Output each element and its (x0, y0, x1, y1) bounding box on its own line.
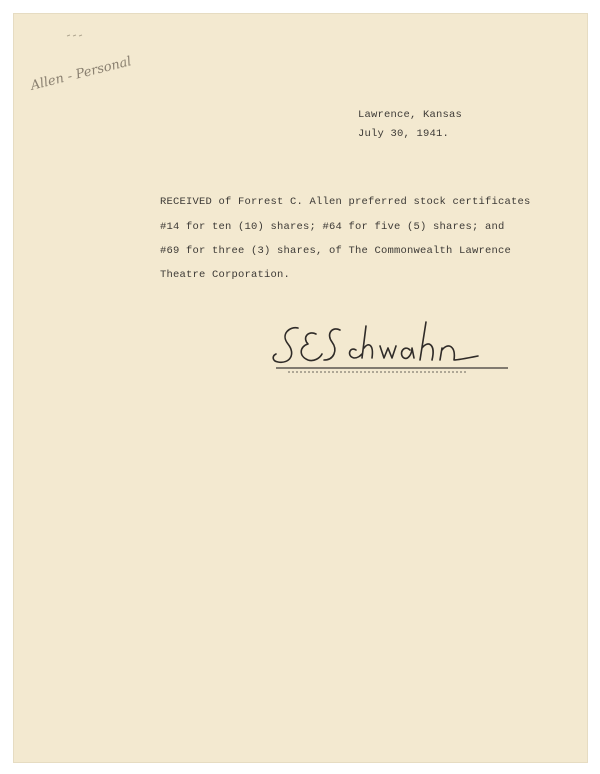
handwritten-signature (268, 316, 518, 378)
document-page (13, 13, 588, 763)
body-line-1: RECEIVED of Forrest C. Allen preferred stock certificates (160, 196, 531, 208)
body-line-2: #14 for ten (10) shares; #64 for five (5) shares; and (160, 221, 505, 233)
header-date: July 30, 1941. (358, 128, 450, 140)
corner-pencil-mark (66, 32, 84, 38)
body-line-4: Theatre Corporation. (160, 269, 291, 281)
header-location: Lawrence, Kansas (358, 109, 463, 121)
handwritten-notation: Allen - Personal (29, 54, 134, 94)
body-line-3: #69 for three (3) shares, of The Commonwealth Lawrence (160, 245, 512, 257)
